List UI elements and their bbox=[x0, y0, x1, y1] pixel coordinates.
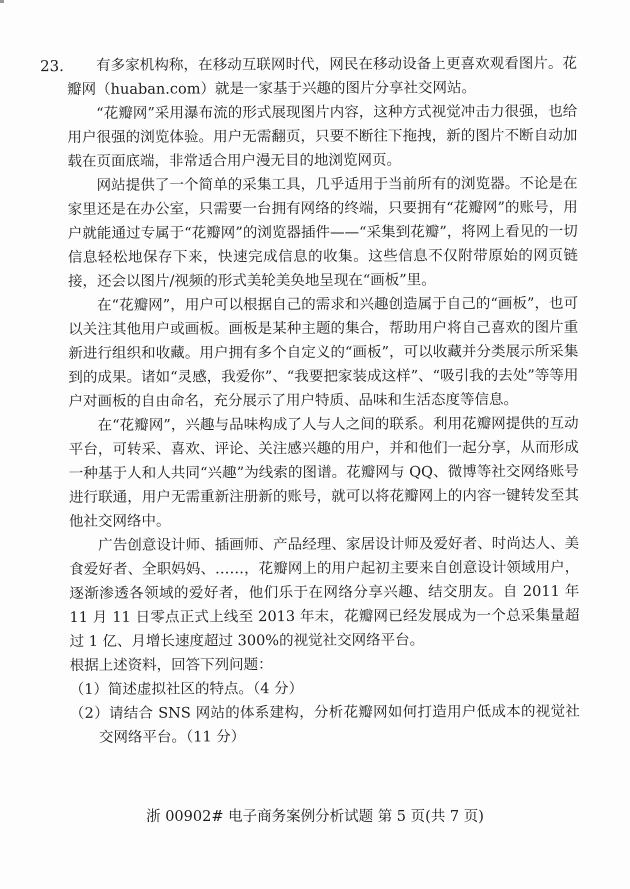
case-paragraph-collect-tool: 网站提供了一个简单的采集工具，几乎适用于当前所有的浏览器。不论是在家里还是在办公室，只需要一台拥有网络的终端，只要拥有“花瓣网”的账号，用户就能通过专属于“花瓣网”的浏览器插件——“采集到花瓣”，将网上看见的一切信息轻松地保存下来，快速完成信息的收集。这些信息不仅附带原始的网页链接，还会以图片/视频的形式美轮美奂地呈现在“画板”里。 bbox=[67, 175, 578, 290]
page-footer: 浙 00902# 电子商务案例分析试题 第 5 页(共 7 页) bbox=[146, 809, 484, 825]
case-paragraph-intro: 有多家机构称，在移动互联网时代，网民在移动设备上更喜欢观看图片。花瓣网（huaban.com）就是一家基于兴趣的图片分享社交网站。 bbox=[67, 55, 578, 98]
scan-artifact bbox=[0, 0, 4, 3]
question-number: 23. bbox=[40, 57, 64, 76]
document-body bbox=[40, 52, 580, 750]
sub-question-1: （1）简述虚拟社区的特点。（4 分） bbox=[69, 680, 304, 698]
case-paragraph-interaction: 在“花瓣网”，兴趣与品味构成了人与人之间的联系。利用花瓣网提供的互动平台，可转采、喜欢、评论、关注感兴趣的用户，并和他们一起分享，从而形成一种基于人和人共同“兴趣”为线索的图谱。花瓣网与 QQ、微博等社交网络账号进行联通，用户无需重新注册新的账号，就可以将花瓣网上的内容一键转发至其他社交网络中。 bbox=[68, 415, 579, 530]
answer-prompt: 根据上述资料，回答下列问题： bbox=[69, 657, 273, 674]
case-paragraph-boards: 在“花瓣网”，用户可以根据自己的需求和兴趣创造属于自己的“画板”，也可以关注其他用户或画板。画板是某种主题的集合，帮助用户将自己喜欢的图片重新进行组织和收藏。用户拥有多个自定义的“画板”，可以收藏并分类展示所采集到的成果。诸如“灵感，我爱你”、“我要把家装成这样”、“吸引我的去处”等等用户对画板的自由命名，充分展示了用户特质、品味和生活态度等信息。 bbox=[68, 295, 579, 410]
sub-question-2: （2）请结合 SNS 网站的体系建构，分析花瓣网如何打造用户低成本的视觉社交网络平台。（11 分） bbox=[69, 703, 580, 746]
case-paragraph-waterfall: “花瓣网”采用瀑布流的形式展现图片内容，这种方式视觉冲击力很强，也给用户很强的浏览体验。用户无需翻页，只要不断往下拖拽，新的图片不断自动加载在页面底端，非常适合用户漫无目的地浏览网页。 bbox=[67, 103, 578, 170]
case-paragraph-users-growth: 广告创意设计师、插画师、产品经理、家居设计师及爱好者、时尚达人、美食爱好者、全职妈妈、……，花瓣网上的用户起初主要来自创意设计领域用户，逐渐渗透各领域的爱好者，他们乐于在网络分享兴趣、结交朋友。自 2011 年 11 月 11 日零点正式上线至 2013 年末，花瓣网已经发展成为一个总采集量超过 1 亿、月增长速度超过 300%的视觉社交网络平台。 bbox=[69, 535, 580, 650]
